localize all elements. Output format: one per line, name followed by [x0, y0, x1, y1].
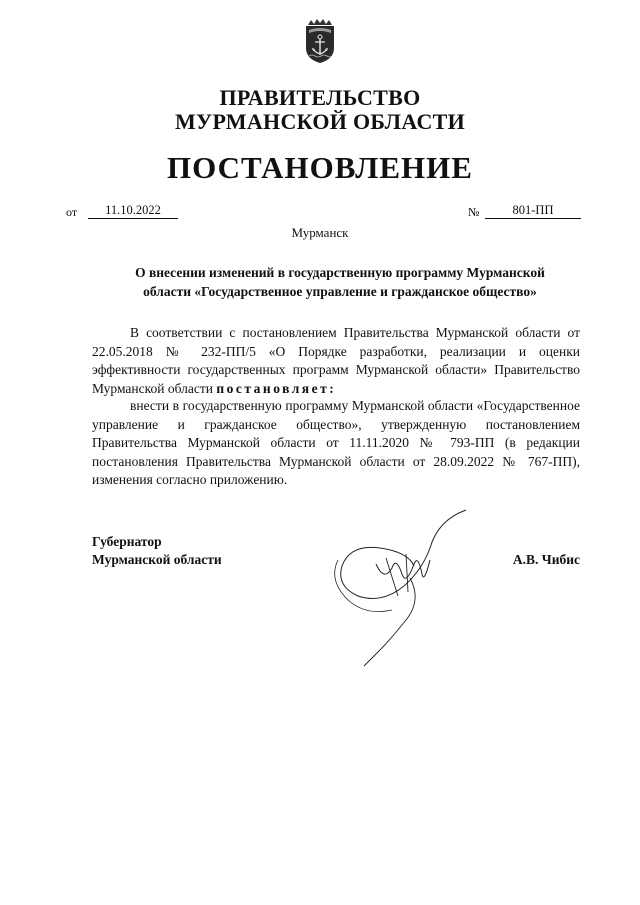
coat-of-arms-icon — [303, 18, 337, 64]
document-type-title: ПОСТАНОВЛЕНИЕ — [167, 150, 473, 185]
signature-icon — [318, 500, 478, 670]
resolution-paragraph — [92, 397, 580, 490]
date-prefix: от — [66, 205, 78, 219]
number-prefix: № — [468, 205, 480, 219]
subject-line1: О внесении изменений в государственную программу Мурманской — [135, 265, 545, 280]
document-number: 801-ПП — [485, 203, 581, 219]
org-name-line2: МУРМАНСКОЙ ОБЛАСТИ — [174, 109, 466, 134]
document-subject — [95, 264, 585, 301]
document-date: 11.10.2022 — [88, 203, 178, 219]
preamble-paragraph — [92, 324, 580, 398]
resolution-text: внести в государственную программу Мурманской области «Государственное управление и гражданское общество», утвержденную постановлением Правительства Мурманской области от 11.11.2020 № 793-ПП (в редакции постановления Правительства Мурманской области от 28.09.2022 № 767-ПП), изменения согласно приложению. — [92, 398, 580, 487]
preamble-text: В соответствии с постановлением Правительства Мурманской области от 22.05.2018 № 232-ПП/5 «О Порядке разработки, реализации и оценки эффективности государственных программ Мурманской области» Правительство Мурманской области — [92, 325, 580, 396]
subject-line2: области «Государственное управление и гражданское общество» — [143, 283, 537, 299]
decision-word: постановляет: — [216, 380, 337, 396]
signer-title — [92, 533, 222, 569]
org-name-line1: ПРАВИТЕЛЬСТВО — [219, 85, 421, 110]
city-name: Мурманск — [291, 225, 349, 240]
signer-title-line2: Мурманской области — [92, 552, 222, 567]
signer-name: А.В. Чибис — [512, 552, 580, 567]
signer-title-line1: Губернатор — [92, 534, 162, 549]
